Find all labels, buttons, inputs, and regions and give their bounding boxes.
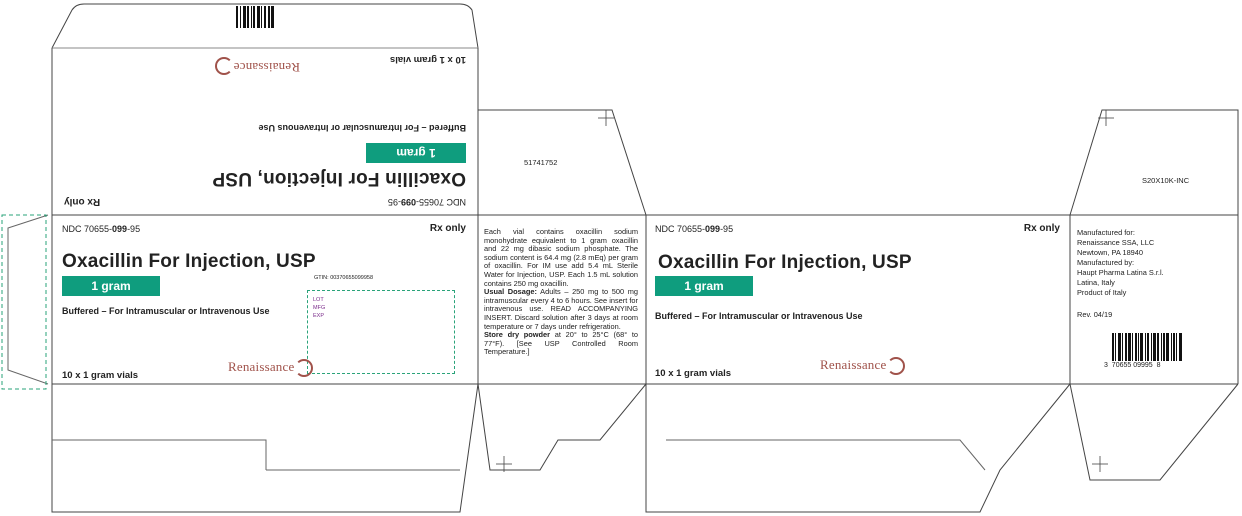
top-logo: Renaissance (215, 57, 300, 75)
top-ndc: NDC 70655-099-95 (387, 197, 466, 207)
logo-swirl-icon (295, 359, 313, 377)
side-flap-code: 51741752 (524, 158, 558, 167)
top-subtitle: Buffered – For Intramuscular or Intravenous Use (258, 123, 466, 133)
manufacturer-for-address: Newtown, PA 18940 (1077, 248, 1144, 257)
storage-text: at 20° to 25°C (68° to 77°F). [See USP Controlled Room Temperature.] (484, 330, 639, 357)
side-panel-text (484, 228, 638, 357)
logo-swirl-icon (887, 357, 905, 375)
back-panel (646, 215, 1070, 384)
manufacturer-for-name: Renaissance SSA, LLC (1077, 238, 1155, 247)
back-strength-band: 1 gram (655, 276, 753, 296)
manufacturer-by-address: Latina, Italy (1077, 278, 1115, 287)
composition-text: Each vial contains oxacillin sodium monohydrate equivalent to 1 gram oxacillin and 22 mg dibasic sodium phosphate. The sodium content is 64.4 mg (2.8 mEq) per gram of oxacillin. For IM use add 5.4 mL Sterile Water for Injection, USP. Each 1.5 mL solution contains 250 mg oxacillin. (484, 227, 638, 288)
revision: Rev. 04/19 (1077, 310, 1113, 319)
manufacturer-by-name: Haupt Pharma Latina S.r.l. (1077, 268, 1164, 277)
front-vials-count: 10 x 1 gram vials (62, 370, 139, 381)
front-strength-band: 1 gram (62, 276, 160, 296)
front-ndc: NDC 70655-099-95 (62, 224, 141, 234)
top-product-title: Oxacillin For Injection, USP (212, 168, 466, 189)
front-subtitle: Buffered – For Intramuscular or Intravenous Use (62, 306, 270, 316)
dosage-text: Adults – 250 mg to 500 mg intramuscular every 4 to 6 hours. See insert for intravenous use. READ ACCOMPANYING INSERT. Discard solution after 3 days at room temperature or 7 days under refrigeration. (484, 287, 638, 331)
logo-swirl-icon (215, 57, 233, 75)
right-panel (1077, 228, 1227, 320)
upc-barcode (1112, 333, 1194, 361)
top-rx-only: Rx only (64, 196, 101, 207)
top-barcode (236, 6, 286, 28)
front-gtin: GTIN: 00370655099958 (314, 275, 374, 281)
top-panel-inverted (52, 48, 478, 215)
back-subtitle: Buffered – For Intramuscular or Intravenous Use (655, 311, 863, 321)
exp-label: EXP (313, 313, 325, 319)
top-vials-count: 10 x 1 gram vials (389, 54, 466, 65)
back-rx-only: Rx only (1023, 223, 1060, 234)
lot-mfg-exp-box (307, 290, 455, 374)
top-strength-band: 1 gram (366, 143, 466, 163)
manufactured-by-label: Manufactured by: (1077, 258, 1135, 267)
front-logo: Renaissance (228, 359, 313, 377)
mfg-label: MFG (313, 305, 326, 311)
lot-label: LOT (313, 297, 324, 303)
back-ndc: NDC 70655-099-95 (655, 224, 734, 234)
storage-label: Store dry powder (484, 330, 551, 340)
right-flap-code: S20X10K-INC (1142, 176, 1190, 185)
product-origin: Product of Italy (1077, 288, 1127, 297)
front-rx-only: Rx only (429, 223, 466, 234)
back-logo: Renaissance (820, 357, 905, 375)
back-product-title: Oxacillin For Injection, USP (658, 252, 912, 273)
back-vials-count: 10 x 1 gram vials (655, 368, 732, 379)
barcode-digits: 3 70655 09995 8 (1104, 362, 1161, 369)
front-product-title: Oxacillin For Injection, USP (62, 251, 316, 272)
dosage-label: Usual Dosage: (484, 287, 537, 297)
manufactured-for-label: Manufactured for: (1077, 228, 1135, 237)
front-panel (52, 215, 478, 384)
